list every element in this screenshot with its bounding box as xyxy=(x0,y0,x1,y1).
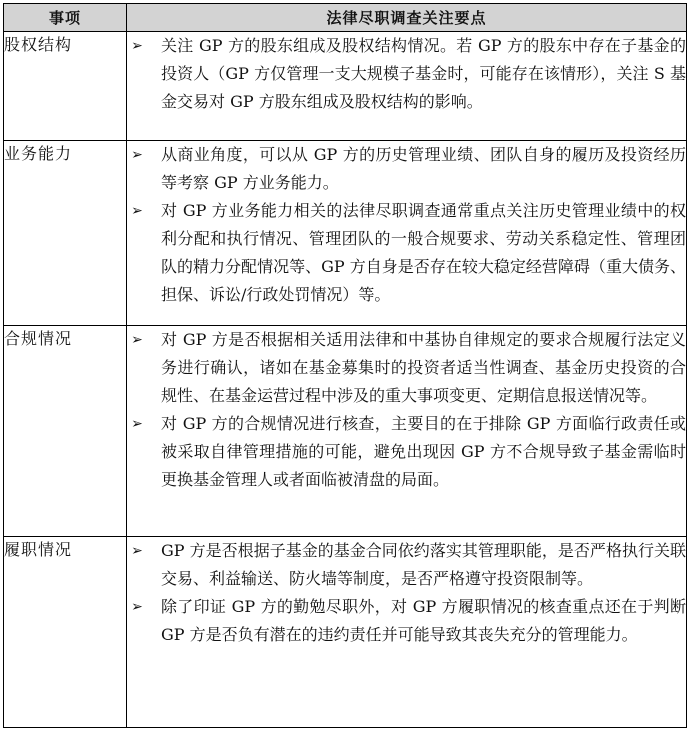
header-row xyxy=(4,4,687,32)
point xyxy=(127,537,686,593)
arrow-bullet-icon: ➢ xyxy=(131,203,143,219)
row-item-label: 履职情况 xyxy=(4,537,127,728)
arrow-bullet-icon: ➢ xyxy=(131,147,143,163)
table-row xyxy=(4,32,687,141)
due-diligence-table xyxy=(3,3,687,728)
header-item: 事项 xyxy=(4,4,127,32)
header-focus-points: 法律尽职调查关注要点 xyxy=(127,4,687,32)
point xyxy=(127,326,686,410)
point-text: 从商业角度，可以从 GP 方的历史管理业绩、团队自身的履历及投资经历等考察 GP 方业务能力。 xyxy=(161,145,686,192)
point-text: 除了印证 GP 方的勤勉尽职外，对 GP 方履职情况的核查重点还在于判断 GP 方是否负有潜在的违约责任并可能导致其丧失充分的管理能力。 xyxy=(161,597,686,644)
point-text: 对 GP 方是否根据相关适用法律和中基协自律规定的要求合规履行法定义务进行确认，诸如在基金募集时的投资者适当性调查、基金历史投资的合规性、在基金运营过程中涉及的重大事项变更、定期信息报送情况等。 xyxy=(161,330,686,405)
row-points xyxy=(127,141,687,326)
table-row xyxy=(4,326,687,537)
point xyxy=(127,197,686,309)
point-text: GP 方是否根据子基金的基金合同依约落实其管理职能，是否严格执行关联交易、利益输送、防火墙等制度，是否严格遵守投资限制等。 xyxy=(161,541,686,588)
point xyxy=(127,141,686,197)
point xyxy=(127,32,686,116)
row-points xyxy=(127,537,687,728)
row-item-label: 业务能力 xyxy=(4,141,127,326)
point-text: 对 GP 方业务能力相关的法律尽职调查通常重点关注历史管理业绩中的权利分配和执行情况、管理团队的一般合规要求、劳动关系稳定性、管理团队的精力分配情况等、GP 方自身是否存在较大稳定经营障碍（重大债务、担保、诉讼/行政处罚情况）等。 xyxy=(161,201,686,304)
row-item-label: 合规情况 xyxy=(4,326,127,537)
arrow-bullet-icon: ➢ xyxy=(131,543,143,559)
arrow-bullet-icon: ➢ xyxy=(131,599,143,615)
arrow-bullet-icon: ➢ xyxy=(131,38,143,54)
point-text: 对 GP 方的合规情况进行核查，主要目的在于排除 GP 方面临行政责任或被采取自律管理措施的可能，避免出现因 GP 方不合规导致子基金需临时更换基金管理人或者面临被清盘的局面。 xyxy=(161,414,686,489)
row-points xyxy=(127,326,687,537)
point-text: 关注 GP 方的股东组成及股权结构情况。若 GP 方的股东中存在子基金的投资人（GP 方仅管理一支大规模子基金时，可能存在该情形），关注 S 基金交易对 GP 方股东组成及股权结构的影响。 xyxy=(161,36,686,111)
row-item-label: 股权结构 xyxy=(4,32,127,141)
arrow-bullet-icon: ➢ xyxy=(131,332,143,348)
row-points xyxy=(127,32,687,141)
point xyxy=(127,410,686,494)
table-row xyxy=(4,537,687,728)
point xyxy=(127,593,686,649)
arrow-bullet-icon: ➢ xyxy=(131,416,143,432)
table-row xyxy=(4,141,687,326)
